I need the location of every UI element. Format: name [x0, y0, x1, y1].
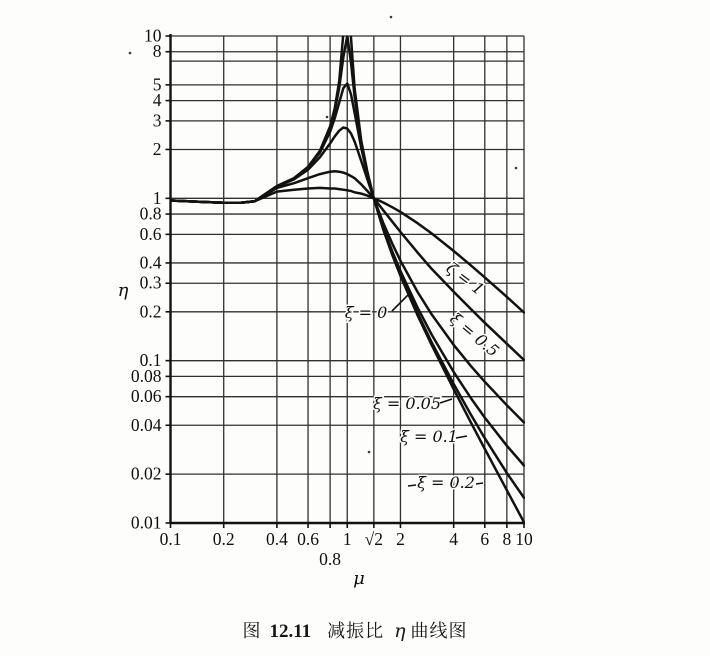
caption-title-suffix: 曲线图 [410, 621, 468, 641]
curve-label-zeta-1: ζ = 1 [442, 258, 488, 299]
y-tick-label: 2 [152, 138, 162, 159]
y-tick-label: 3 [152, 110, 162, 131]
y-tick-label: 0.06 [130, 386, 162, 407]
figure-caption [0, 617, 710, 643]
y-tick-label: 1 [152, 187, 162, 208]
y-tick-label: 0.01 [130, 512, 162, 533]
scan-artifact [326, 116, 329, 119]
scan-artifact [368, 451, 371, 454]
x-tick-label: 0.8 [319, 549, 342, 569]
y-tick-label: 0.04 [130, 414, 162, 435]
y-tick-label: 0.3 [139, 272, 162, 293]
y-tick-label: 0.8 [139, 203, 162, 224]
x-tick-label: 0.1 [159, 529, 182, 549]
y-tick-label: 8 [152, 41, 162, 62]
y-tick-label: 5 [152, 74, 162, 95]
label-connector [392, 292, 411, 311]
y-tick-label: 0.08 [130, 365, 162, 386]
y-tick-label: 10 [144, 25, 162, 46]
label-connector [440, 399, 452, 403]
y-tick-label: 0.1 [139, 350, 162, 371]
curve-label-xi-0p05: ξ = 0.05 [372, 394, 442, 413]
x-tick-label: 0.4 [265, 529, 288, 549]
x-tick-label: 1 [342, 529, 352, 549]
x-tick-label: 0.2 [212, 529, 235, 549]
scan-artifact [515, 167, 518, 170]
x-axis-title: μ [353, 568, 365, 589]
x-tick-label: 8 [502, 529, 512, 549]
y-tick-label: 0.2 [139, 301, 162, 322]
caption-eta-symbol: η [394, 620, 407, 642]
scan-artifact [129, 52, 132, 55]
caption-figure-word: 图 [242, 621, 262, 641]
curve-label-xi-0: ξ = 0 [344, 303, 388, 322]
y-axis-title: η [117, 280, 129, 301]
y-tick-label: 4 [152, 90, 162, 111]
y-tick-label: 0.4 [139, 252, 162, 273]
y-tick-label: 0.6 [139, 223, 162, 244]
x-tick-label: 4 [449, 529, 459, 549]
y-tick-label: 0.02 [130, 463, 162, 484]
x-tick-label: 0.6 [297, 529, 319, 549]
x-tick-label: 2 [396, 529, 405, 549]
scan-artifact [390, 16, 393, 19]
x-tick-label: 10 [515, 529, 533, 549]
label-connector [476, 483, 483, 484]
curve-label-xi-0p1: ξ = 0.1 [400, 427, 458, 446]
caption-title-text: 减振比 [327, 621, 385, 641]
curve-label-xi-0p2: ξ = 0.2 [417, 473, 475, 492]
x-tick-label: √2 [364, 529, 384, 549]
curve-label-xi-0p5: ξ = 0.5 [446, 308, 503, 361]
label-connector [408, 485, 416, 486]
x-tick-label: 6 [480, 529, 490, 549]
caption-figure-number: 12.11 [269, 621, 312, 642]
